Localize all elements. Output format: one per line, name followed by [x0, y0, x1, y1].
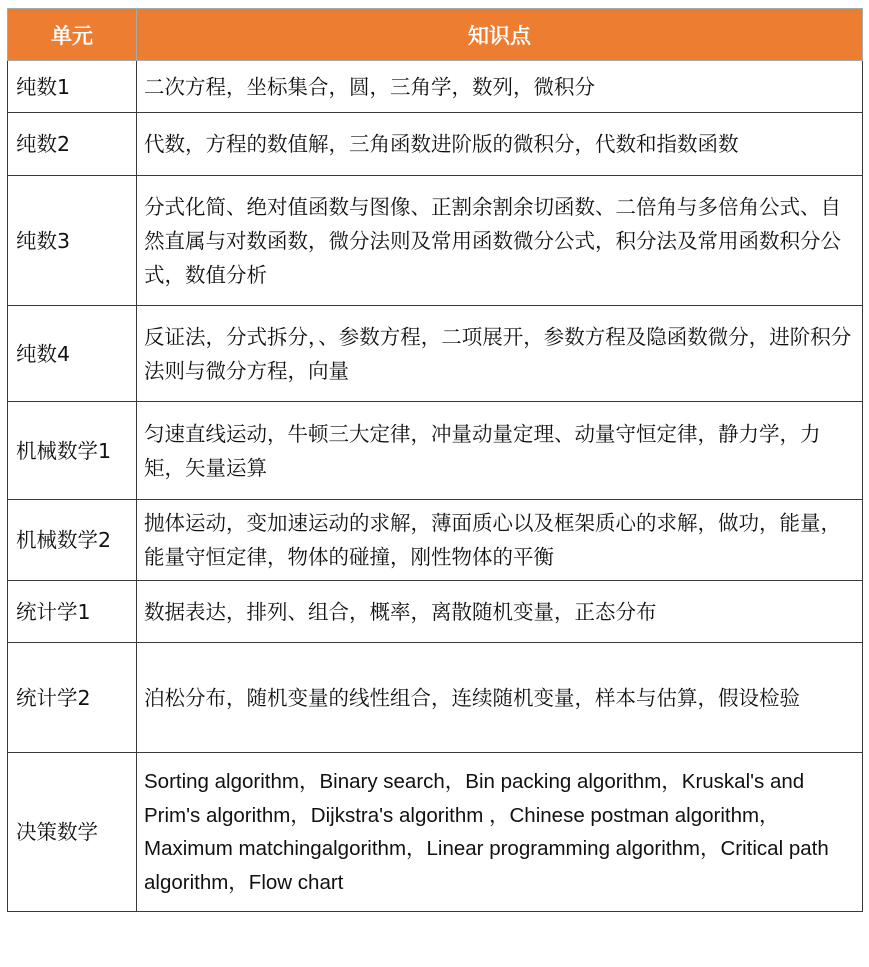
- table-row: [8, 581, 863, 643]
- table-row: [8, 643, 863, 753]
- knowledge-points-cell: 泊松分布，随机变量的线性组合，连续随机变量，样本与估算，假设检验: [137, 643, 863, 753]
- knowledge-points-cell: 二次方程，坐标集合，圆，三角学，数列，微积分: [137, 61, 863, 113]
- unit-cell: 统计学2: [8, 643, 137, 753]
- table-row: [8, 306, 863, 402]
- table-row: [8, 500, 863, 581]
- unit-cell: 决策数学: [8, 753, 137, 912]
- knowledge-points-cell: 反证法，分式拆分，、参数方程，二项展开，参数方程及隐函数微分，进阶积分法则与微分方程，向量: [137, 306, 863, 402]
- unit-cell: 机械数学1: [8, 402, 137, 500]
- header-knowledge-points: 知识点: [137, 9, 863, 61]
- knowledge-points-cell: Sorting algorithm，Binary search，Bin packing algorithm，Kruskal's and Prim's algorithm，Dijkstra's algorithm ，Chinese postman algorithm，Maximum matchingalgorithm，Linear programming algorithm，Critical path algorithm，Flow chart: [137, 753, 863, 912]
- unit-cell: 纯数3: [8, 176, 137, 306]
- table-row: [8, 753, 863, 912]
- unit-cell: 纯数4: [8, 306, 137, 402]
- header-unit: 单元: [8, 9, 137, 61]
- knowledge-points-cell: 分式化简、绝对值函数与图像、正割余割余切函数、二倍角与多倍角公式、自然直属与对数函数，微分法则及常用函数微分公式，积分法及常用函数积分公式，数值分析: [137, 176, 863, 306]
- table-row: [8, 402, 863, 500]
- knowledge-points-cell: 代数，方程的数值解，三角函数进阶版的微积分，代数和指数函数: [137, 113, 863, 176]
- curriculum-table-container: [7, 8, 862, 912]
- unit-cell: 纯数2: [8, 113, 137, 176]
- curriculum-table: [7, 8, 863, 912]
- table-row: [8, 61, 863, 113]
- knowledge-points-cell: 抛体运动，变加速运动的求解，薄面质心以及框架质心的求解，做功，能量，能量守恒定律，物体的碰撞，刚性物体的平衡: [137, 500, 863, 581]
- header-row: [8, 9, 863, 61]
- unit-cell: 纯数1: [8, 61, 137, 113]
- unit-cell: 统计学1: [8, 581, 137, 643]
- knowledge-points-cell: 数据表达，排列、组合，概率，离散随机变量，正态分布: [137, 581, 863, 643]
- knowledge-points-cell: 匀速直线运动，牛顿三大定律，冲量动量定理、动量守恒定律，静力学，力矩，矢量运算: [137, 402, 863, 500]
- table-row: [8, 176, 863, 306]
- unit-cell: 机械数学2: [8, 500, 137, 581]
- table-row: [8, 113, 863, 176]
